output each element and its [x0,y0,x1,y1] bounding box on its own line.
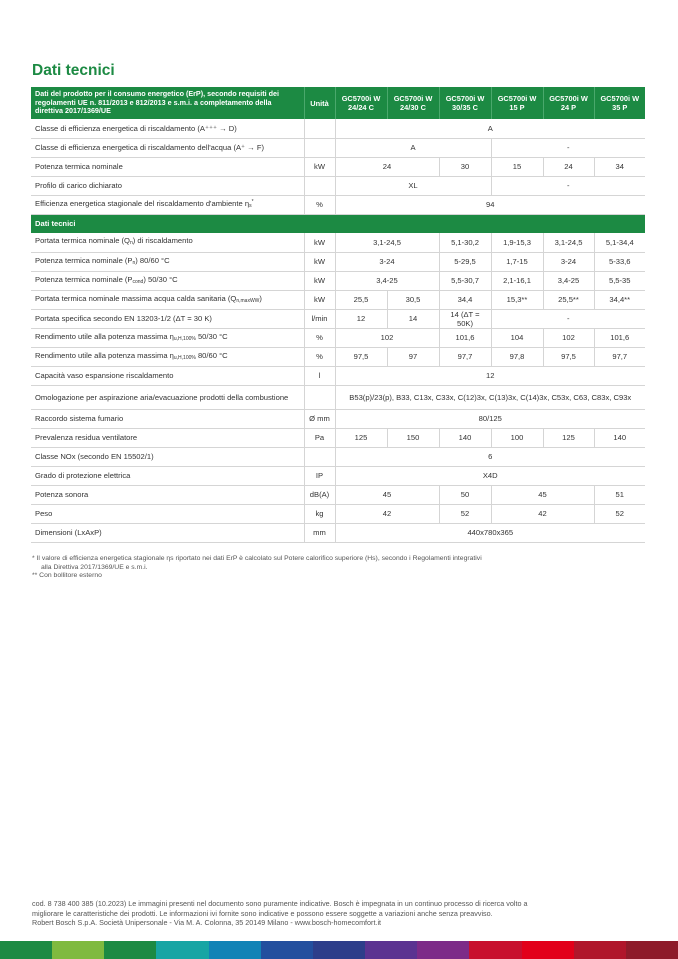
row-value: 80/125 [335,409,645,428]
row-unit: l/min [304,309,335,328]
row-label: Capacità vaso espansione riscaldamento [31,366,304,385]
stripe-segment [522,941,574,959]
row-unit: Pa [304,428,335,447]
model-header: GC5700i W 24 P [543,87,594,119]
table-row [31,119,645,138]
stripe-segment [104,941,156,959]
table-row [31,176,645,195]
row-value: 125 [335,428,387,447]
row-value: 14 (ΔT = 50K) [439,309,491,328]
stripe-segment [52,941,104,959]
row-value: 102 [543,328,594,347]
row-value: 25,5** [543,290,594,309]
model-header: GC5700i W 30/35 C [439,87,491,119]
row-unit: dB(A) [304,485,335,504]
row-unit: % [304,328,335,347]
row-value: XL [335,176,491,195]
row-label: Portata specifica secondo EN 13203-1/2 (ΔT = 30 K) [31,309,304,328]
row-unit: IP [304,466,335,485]
stripe-segment [0,941,52,959]
page-footer [32,899,652,928]
row-value: 42 [335,504,439,523]
row-value: 97,8 [491,347,543,366]
model-header: GC5700i W 24/24 C [335,87,387,119]
stripe-segment [417,941,469,959]
stripe-segment [156,941,208,959]
stripe-segment [313,941,365,959]
row-value: 104 [491,328,543,347]
stripe-segment [261,941,313,959]
row-label: Potenza termica nominale $(P_n)$ 80/60 °C [31,252,304,271]
table-row [31,347,645,366]
row-label: Classe di efficienza energetica di riscaldamento (A⁺⁺⁺ → D) [31,119,304,138]
row-label: Profilo di carico dichiarato [31,176,304,195]
row-unit [304,447,335,466]
table-row [31,385,645,409]
row-value: A [335,119,645,138]
brand-color-stripe [0,941,678,959]
table-row [31,409,645,428]
row-value: 125 [543,428,594,447]
row-value: 440x780x365 [335,523,645,542]
row-label: Potenza termica nominale [31,157,304,176]
row-value: 52 [594,504,645,523]
row-value: 15,3** [491,290,543,309]
stripe-segment [469,941,521,959]
row-value: 1,7-15 [491,252,543,271]
stripe-segment [209,941,261,959]
row-value: 45 [491,485,594,504]
row-value: 5,1-34,4 [594,233,645,252]
row-label: Potenza termica nominale $(P_{cond})$ 50/30 °C [31,271,304,290]
row-value: 5,1-30,2 [439,233,491,252]
table-row [31,138,645,157]
footer-line: migliorare le caratteristiche dei prodotti. Le informazioni ivi fornite sono indicative e possono essere soggette a variazioni anche senza preavviso. [32,908,493,918]
footnotes [32,555,642,581]
stripe-segment [574,941,626,959]
row-label: Efficienza energetica stagionale del riscaldamento d'ambiente $\eta_s^*$ [31,195,304,214]
row-label: Portata termica nominale $(Q_n)$ di riscaldamento [31,233,304,252]
row-unit: kg [304,504,335,523]
row-unit [304,119,335,138]
table-row [31,157,645,176]
table-row [31,252,645,271]
row-value: 51 [594,485,645,504]
section-header-row [31,214,645,233]
row-value: 97,7 [439,347,491,366]
row-unit: mm [304,523,335,542]
row-value: 5-33,6 [594,252,645,271]
row-unit [304,176,335,195]
table-row [31,485,645,504]
table-row [31,233,645,252]
row-value: 24 [335,157,439,176]
row-value: X4D [335,466,645,485]
model-header: GC5700i W 24/30 C [387,87,439,119]
row-unit: % [304,347,335,366]
row-value: 42 [491,504,594,523]
row-value: 94 [335,195,645,214]
row-label: Peso [31,504,304,523]
row-value: 1,9-15,3 [491,233,543,252]
row-value: 30 [439,157,491,176]
table-row [31,309,645,328]
row-value: 5,5-35 [594,271,645,290]
row-label: Classe di efficienza energetica di riscaldamento dell'acqua (A⁺ → F) [31,138,304,157]
row-value: 3,1-24,5 [543,233,594,252]
table-row [31,290,645,309]
page-title: Dati tecnici [32,62,115,79]
row-value: - [491,176,645,195]
footnote-efficiency-cont: alla Direttiva 2017/1369/UE e s.m.i. [41,563,148,571]
row-unit: kW [304,157,335,176]
model-header: GC5700i W 15 P [491,87,543,119]
row-value: 2,1-16,1 [491,271,543,290]
row-value: 3,4-25 [335,271,439,290]
row-value: 24 [543,157,594,176]
row-label: Prevalenza residua ventilatore [31,428,304,447]
row-unit [304,138,335,157]
row-label: Portata termica nominale massima acqua calda sanitaria $(Q_{n,maxWW})$ [31,290,304,309]
row-value: 101,6 [439,328,491,347]
row-value: 45 [335,485,439,504]
row-unit [304,385,335,409]
footnote-efficiency: * Il valore di efficienza energetica stagionale ηs riportato nei dati ErP è calcolato sul Potere calorifico superiore (Hs), secondo i Regolamenti integrativi [32,555,482,562]
row-value: 140 [594,428,645,447]
row-label: Omologazione per aspirazione aria/evacuazione prodotti della combustione [31,385,304,409]
row-value: 140 [439,428,491,447]
tech-section [31,233,645,542]
row-value: 30,5 [387,290,439,309]
row-value: 14 [387,309,439,328]
footer-line: Robert Bosch S.p.A. Società Unipersonale - Via M. A. Colonna, 35 20149 Milano - www.bosch-homecomfort.it [32,918,382,928]
row-unit: kW [304,233,335,252]
stripe-segment [365,941,417,959]
row-value: 34,4** [594,290,645,309]
row-value: 34,4 [439,290,491,309]
table-row [31,504,645,523]
row-value: 15 [491,157,543,176]
row-value: 102 [335,328,439,347]
row-unit: % [304,195,335,214]
row-value: 3,1-24,5 [335,233,439,252]
row-value: - [491,309,645,328]
stripe-segment [626,941,678,959]
row-value: 3,4-25 [543,271,594,290]
unit-header: Unità [304,87,335,119]
row-label: Rendimento utile alla potenza massima $\eta_{u,H,100\%}$ 80/60 °C [31,347,304,366]
row-value: 3-24 [335,252,439,271]
row-value: 6 [335,447,645,466]
table-row [31,447,645,466]
table-header-row [31,87,645,119]
table-row [31,466,645,485]
row-value: A [335,138,491,157]
row-value: 97,5 [543,347,594,366]
row-value: 101,6 [594,328,645,347]
row-unit: Ø mm [304,409,335,428]
table-row [31,428,645,447]
row-value: - [491,138,645,157]
row-value: 150 [387,428,439,447]
row-value: 25,5 [335,290,387,309]
row-value: 3-24 [543,252,594,271]
row-unit: kW [304,271,335,290]
row-value: 100 [491,428,543,447]
row-value: 97,5 [335,347,387,366]
row-value: 50 [439,485,491,504]
row-unit: l [304,366,335,385]
row-value: 52 [439,504,491,523]
footer-line: cod. 8 738 400 385 (10.2023) Le immagini presenti nel documento sono puramente indicative. Bosch è impegnata in un continuo processo di ricerca volto a [32,899,528,908]
row-unit: kW [304,252,335,271]
row-value: 34 [594,157,645,176]
row-label: Potenza sonora [31,485,304,504]
row-label: Rendimento utile alla potenza massima $\eta_{u,H,100\%}$ 50/30 °C [31,328,304,347]
row-label: Dimensioni (LxAxP) [31,523,304,542]
row-value: 12 [335,366,645,385]
row-value: 12 [335,309,387,328]
tech-section-header [31,214,645,233]
row-value: 5-29,5 [439,252,491,271]
model-header: GC5700i W 35 P [594,87,645,119]
table-row [31,366,645,385]
table-row [31,271,645,290]
table-row [31,195,645,214]
row-value: 97 [387,347,439,366]
row-unit: kW [304,290,335,309]
row-value: B53(p)/23(p), B33, C13x, C33x, C(12)3x, C(13)3x, C(14)3x, C53x, C63, C83x, C93x [335,385,645,409]
row-value: 97,7 [594,347,645,366]
erp-header-label: Dati del prodotto per il consumo energetico (ErP), secondo requisiti dei regolamenti UE n. 811/2013 e 812/2013 e s.m.i. a completamento della direttiva 2017/1369/UE [31,87,304,119]
table-row [31,523,645,542]
spec-table [31,87,645,543]
row-label: Grado di protezione elettrica [31,466,304,485]
row-label: Classe NOx (secondo EN 15502/1) [31,447,304,466]
row-value: 5,5-30,7 [439,271,491,290]
row-label: Raccordo sistema fumario [31,409,304,428]
erp-section [31,119,645,214]
table-row [31,328,645,347]
section-title: Dati tecnici [31,214,645,233]
footnote-boiler: ** Con bollitore esterno [32,572,102,580]
